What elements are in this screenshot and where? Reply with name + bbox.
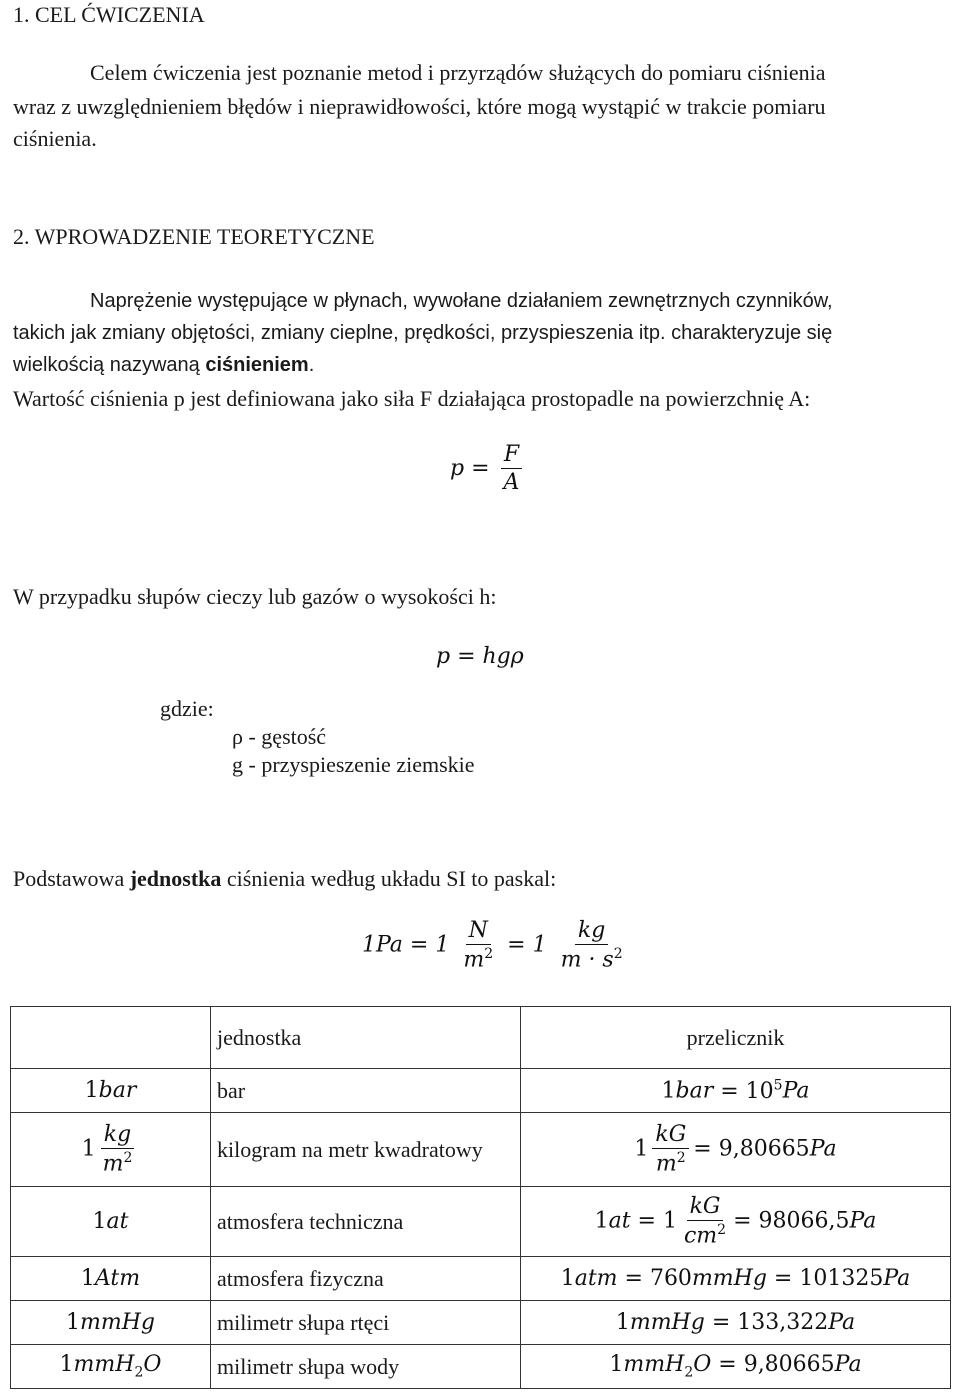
header-cell-unit: jednostka: [211, 1007, 521, 1069]
where-item: ρ - gęstość: [232, 724, 327, 749]
text-run: ciśnienia według układu SI to paskal:: [221, 866, 557, 891]
unit-conversion: 1mmH$_2$O = 9,80665Pa: [521, 1345, 951, 1389]
fraction-denominator: $m \cdot s^2$: [560, 946, 623, 973]
paragraph-line: W przypadku słupów cieczy lub gazów o wysokości h:: [13, 584, 497, 609]
table-row: [11, 1345, 951, 1389]
unit-name: kilogram na metr kwadratowy: [211, 1113, 521, 1187]
formula-hydrostatic: p = hgρ: [436, 644, 524, 669]
unit-symbol: 1Atm: [11, 1257, 211, 1301]
unit-conversion: 1atm = 760mmHg = 101325Pa: [521, 1257, 951, 1301]
text-run: wielkością nazywaną: [13, 354, 206, 376]
fraction-numerator: N: [466, 918, 491, 945]
formula-equals: = 1: [507, 932, 547, 958]
where-item: g - przyspieszenie ziemskie: [232, 752, 475, 777]
fraction: [558, 918, 626, 973]
unit-symbol: 1bar: [11, 1069, 211, 1113]
paragraph-line: [13, 354, 314, 377]
table-row: [11, 1113, 951, 1187]
units-table: [10, 1006, 951, 1389]
unit-name: atmosfera fizyczna: [211, 1257, 521, 1301]
unit-name: milimetr słupa rtęci: [211, 1301, 521, 1345]
header-cell-conversion: przelicznik: [521, 1007, 951, 1069]
paragraph-line: ciśnienia.: [13, 126, 97, 151]
section-1-heading: 1. CEL ĆWICZENIA: [13, 2, 205, 27]
fraction: [501, 442, 523, 496]
fraction-denominator: A: [503, 470, 520, 496]
formula-pascal: [362, 918, 630, 973]
unit-name: bar: [211, 1069, 521, 1113]
formula-pressure-definition: [450, 442, 526, 496]
bold-term-pressure: ciśnieniem: [205, 354, 309, 376]
unit-symbol: 1mmHg: [11, 1301, 211, 1345]
header-cell: [11, 1007, 211, 1069]
unit-conversion: 1at = 1 $\frac{kG}{cm^2}$ = 98066,5Pa: [521, 1187, 951, 1257]
fraction: [460, 918, 496, 973]
text-run: .: [308, 354, 315, 376]
text-run: Podstawowa: [13, 866, 130, 891]
formula-lhs: 1Pa = 1: [362, 932, 450, 958]
table-row: [11, 1069, 951, 1113]
table-row: [11, 1301, 951, 1345]
paragraph-line: Celem ćwiczenia jest poznanie metod i przyrządów służących do pomiaru ciśnienia: [90, 60, 826, 85]
table-row: [11, 1257, 951, 1301]
formula-lhs: p =: [450, 455, 490, 481]
unit-symbol: 1at: [11, 1187, 211, 1257]
where-label: gdzie:: [160, 696, 214, 721]
unit-conversion: 1 $\frac{kG}{m^2}$ = 9,80665Pa: [521, 1113, 951, 1187]
fraction-numerator: kg: [575, 918, 608, 945]
paragraph-line: Naprężenie występujące w płynach, wywołane działaniem zewnętrznych czynników,: [90, 290, 833, 312]
unit-conversion: $1bar = 10^5Pa$: [521, 1069, 951, 1113]
table-row: [11, 1187, 951, 1257]
paragraph-line: wraz z uwzględnieniem błędów i nieprawidłowości, które mogą wystąpić w trakcie pomiaru: [13, 94, 826, 119]
unit-name: atmosfera techniczna: [211, 1187, 521, 1257]
paragraph-line: takich jak zmiany objętości, zmiany cieplne, prędkości, przyspieszenia itp. charakteryzuje się: [13, 322, 833, 344]
paragraph-line: [13, 866, 556, 892]
unit-conversion: 1mmHg = 133,322Pa: [521, 1301, 951, 1345]
unit-symbol: 1mmH$_2$O: [11, 1345, 211, 1389]
denominator-text: m · s: [560, 947, 614, 973]
unit-symbol: 1 $\frac{kg}{m^2}$: [11, 1113, 211, 1187]
paragraph-line: Wartość ciśnienia p jest definiowana jako siła F działająca prostopadle na powierzchnię A:: [13, 386, 811, 411]
section-2-heading: 2. WPROWADZENIE TEORETYCZNE: [13, 224, 375, 249]
table-header-row: [11, 1007, 951, 1069]
fraction-denominator: $m^2$: [463, 946, 494, 973]
bold-term-unit: jednostka: [129, 866, 222, 891]
unit-name: milimetr słupa wody: [211, 1345, 521, 1389]
denominator-text: m: [463, 947, 485, 973]
fraction-numerator: F: [501, 442, 522, 469]
